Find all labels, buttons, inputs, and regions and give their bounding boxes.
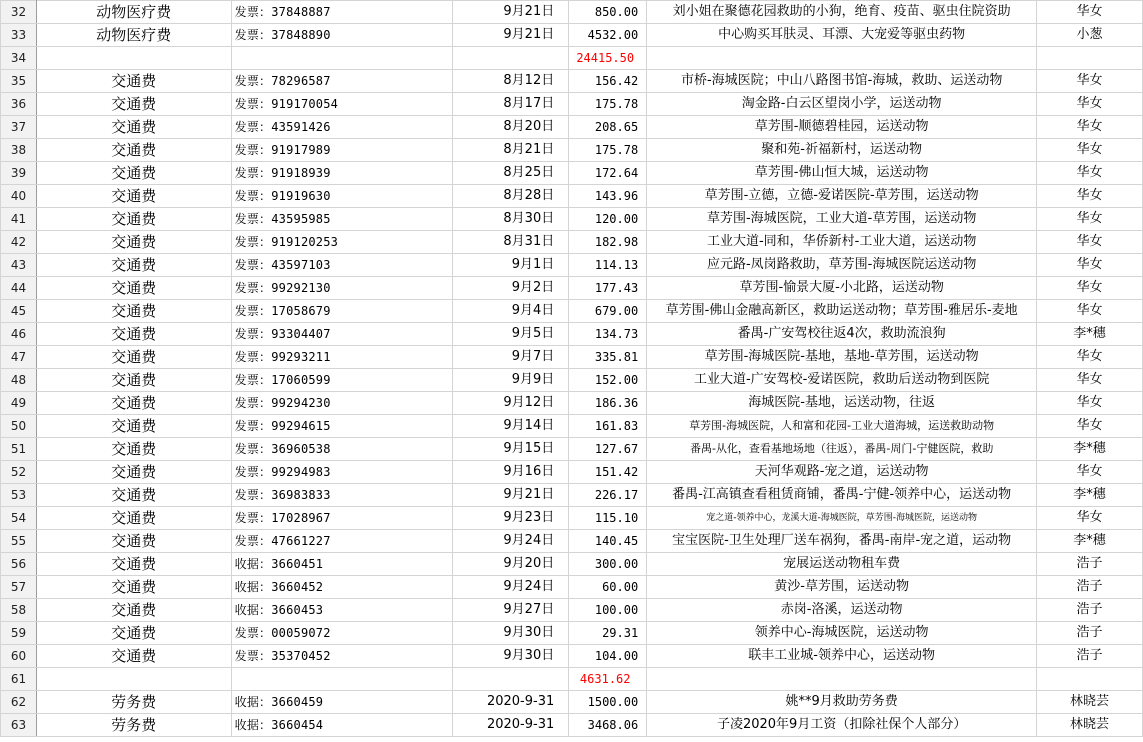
amount-cell[interactable]: 29.31 <box>569 622 647 645</box>
invoice-cell[interactable]: 发票：43591426 <box>231 116 453 139</box>
table-row <box>1 1 1143 24</box>
invoice-cell[interactable]: 发票：35370452 <box>231 645 453 668</box>
invoice-cell[interactable]: 发票：99292130 <box>231 277 453 300</box>
row-number[interactable]: 57 <box>1 576 37 599</box>
invoice-cell[interactable]: 发票：36983833 <box>231 484 453 507</box>
invoice-cell[interactable]: 发票：36960538 <box>231 438 453 461</box>
amount-cell[interactable]: 175.78 <box>569 139 647 162</box>
row-number[interactable]: 41 <box>1 208 37 231</box>
table-row <box>1 254 1143 277</box>
person-cell[interactable]: 华女 <box>1037 185 1143 208</box>
amount-cell[interactable]: 1500.00 <box>569 691 647 714</box>
description-cell[interactable]: 中心购买耳肤灵、耳漂、大宠爱等驱虫药物 <box>647 24 1037 47</box>
person-cell[interactable]: 华女 <box>1037 254 1143 277</box>
person-cell[interactable]: 华女 <box>1037 231 1143 254</box>
person-cell[interactable]: 小葱 <box>1037 24 1143 47</box>
date-cell[interactable]: 9月5日 <box>453 323 569 346</box>
table-row <box>1 645 1143 668</box>
row-number[interactable]: 44 <box>1 277 37 300</box>
person-cell[interactable]: 浩子 <box>1037 553 1143 576</box>
date-cell[interactable]: 9月30日 <box>453 622 569 645</box>
row-number[interactable]: 62 <box>1 691 37 714</box>
subtotal-cell[interactable]: 4631.62 <box>569 668 647 691</box>
category-cell[interactable]: 劳务费 <box>36 691 231 714</box>
category-cell[interactable]: 交通费 <box>36 484 231 507</box>
description-cell[interactable] <box>647 668 1037 691</box>
table-row <box>1 530 1143 553</box>
row-number[interactable]: 59 <box>1 622 37 645</box>
category-cell[interactable]: 交通费 <box>36 277 231 300</box>
category-cell[interactable]: 交通费 <box>36 254 231 277</box>
table-row <box>1 70 1143 93</box>
invoice-cell[interactable]: 发票：17060599 <box>231 369 453 392</box>
row-number[interactable]: 47 <box>1 346 37 369</box>
person-cell[interactable]: 华女 <box>1037 208 1143 231</box>
amount-cell[interactable]: 134.73 <box>569 323 647 346</box>
description-cell[interactable]: 番禺-从化，查看基地场地（往返），番禺-周门-宁健医院，救助 <box>647 438 1037 461</box>
row-number[interactable]: 34 <box>1 47 37 70</box>
date-cell[interactable]: 9月20日 <box>453 553 569 576</box>
row-number[interactable]: 37 <box>1 116 37 139</box>
description-cell[interactable]: 天河华观路-宠之道，运送动物 <box>647 461 1037 484</box>
invoice-cell[interactable]: 收据：3660454 <box>231 714 453 737</box>
table-row <box>1 162 1143 185</box>
invoice-cell[interactable]: 发票：919170054 <box>231 93 453 116</box>
date-cell[interactable]: 8月21日 <box>453 139 569 162</box>
row-number[interactable]: 32 <box>1 1 37 24</box>
person-cell[interactable] <box>1037 668 1143 691</box>
row-number[interactable]: 61 <box>1 668 37 691</box>
category-cell[interactable]: 交通费 <box>36 162 231 185</box>
table-row <box>1 668 1143 691</box>
description-cell[interactable]: 联丰工业城-领养中心，运送动物 <box>647 645 1037 668</box>
row-number[interactable]: 58 <box>1 599 37 622</box>
row-number[interactable]: 50 <box>1 415 37 438</box>
invoice-cell[interactable]: 发票：37848887 <box>231 1 453 24</box>
invoice-cell[interactable]: 发票：91919630 <box>231 185 453 208</box>
amount-cell[interactable]: 156.42 <box>569 70 647 93</box>
category-cell[interactable]: 交通费 <box>36 208 231 231</box>
invoice-cell[interactable]: 发票：99294615 <box>231 415 453 438</box>
date-cell[interactable]: 9月21日 <box>453 484 569 507</box>
table-row <box>1 507 1143 530</box>
row-number[interactable]: 60 <box>1 645 37 668</box>
date-cell[interactable]: 8月28日 <box>453 185 569 208</box>
amount-cell[interactable]: 4532.00 <box>569 24 647 47</box>
table-row <box>1 47 1143 70</box>
row-number[interactable]: 53 <box>1 484 37 507</box>
category-cell[interactable]: 交通费 <box>36 231 231 254</box>
amount-cell[interactable]: 300.00 <box>569 553 647 576</box>
table-row <box>1 300 1143 323</box>
category-cell[interactable] <box>36 47 231 70</box>
date-cell[interactable]: 2020-9-31 <box>453 714 569 737</box>
date-cell[interactable]: 8月20日 <box>453 116 569 139</box>
invoice-cell[interactable]: 收据：3660459 <box>231 691 453 714</box>
person-cell[interactable]: 浩子 <box>1037 599 1143 622</box>
description-cell[interactable]: 海城医院-基地，运送动物，往返 <box>647 392 1037 415</box>
row-number[interactable]: 63 <box>1 714 37 737</box>
description-cell[interactable]: 聚和苑-祈福新村，运送动物 <box>647 139 1037 162</box>
category-cell[interactable]: 交通费 <box>36 438 231 461</box>
amount-cell[interactable]: 175.78 <box>569 93 647 116</box>
amount-cell[interactable]: 679.00 <box>569 300 647 323</box>
invoice-cell[interactable]: 发票：47661227 <box>231 530 453 553</box>
description-cell[interactable]: 黄沙-草芳围，运送动物 <box>647 576 1037 599</box>
date-cell[interactable]: 9月27日 <box>453 599 569 622</box>
category-cell[interactable]: 交通费 <box>36 553 231 576</box>
date-cell[interactable]: 8月30日 <box>453 208 569 231</box>
table-row <box>1 714 1143 737</box>
date-cell[interactable]: 9月21日 <box>453 1 569 24</box>
category-cell[interactable]: 交通费 <box>36 599 231 622</box>
table-row <box>1 139 1143 162</box>
row-number[interactable]: 42 <box>1 231 37 254</box>
amount-cell[interactable]: 850.00 <box>569 1 647 24</box>
amount-cell[interactable]: 120.00 <box>569 208 647 231</box>
category-cell[interactable]: 交通费 <box>36 323 231 346</box>
person-cell[interactable]: 浩子 <box>1037 645 1143 668</box>
table-row <box>1 323 1143 346</box>
row-number[interactable]: 40 <box>1 185 37 208</box>
person-cell[interactable]: 华女 <box>1037 300 1143 323</box>
date-cell[interactable] <box>453 668 569 691</box>
category-cell[interactable]: 交通费 <box>36 645 231 668</box>
person-cell[interactable]: 华女 <box>1037 346 1143 369</box>
category-cell[interactable]: 劳务费 <box>36 714 231 737</box>
description-cell[interactable]: 淘金路-白云区望岗小学，运送动物 <box>647 93 1037 116</box>
date-cell[interactable]: 9月15日 <box>453 438 569 461</box>
row-number[interactable]: 48 <box>1 369 37 392</box>
amount-cell[interactable]: 3468.06 <box>569 714 647 737</box>
invoice-cell[interactable]: 发票：91917989 <box>231 139 453 162</box>
table-row <box>1 346 1143 369</box>
table-row <box>1 277 1143 300</box>
sheet-body <box>1 1 1143 737</box>
person-cell[interactable] <box>1037 47 1143 70</box>
invoice-cell[interactable]: 发票：17028967 <box>231 507 453 530</box>
row-number[interactable]: 54 <box>1 507 37 530</box>
category-cell[interactable]: 交通费 <box>36 392 231 415</box>
person-cell[interactable]: 林晓芸 <box>1037 714 1143 737</box>
amount-cell[interactable]: 208.65 <box>569 116 647 139</box>
table-row <box>1 24 1143 47</box>
date-cell[interactable]: 2020-9-31 <box>453 691 569 714</box>
amount-cell[interactable]: 161.83 <box>569 415 647 438</box>
category-cell[interactable]: 交通费 <box>36 576 231 599</box>
date-cell[interactable]: 9月24日 <box>453 530 569 553</box>
row-number[interactable]: 39 <box>1 162 37 185</box>
category-cell[interactable]: 交通费 <box>36 346 231 369</box>
date-cell[interactable]: 9月4日 <box>453 300 569 323</box>
person-cell[interactable]: 华女 <box>1037 277 1143 300</box>
description-cell[interactable]: 工业大道-同和，华侨新村-工业大道，运送动物 <box>647 231 1037 254</box>
amount-cell[interactable]: 115.10 <box>569 507 647 530</box>
table-row <box>1 93 1143 116</box>
category-cell[interactable]: 交通费 <box>36 139 231 162</box>
table-row <box>1 622 1143 645</box>
table-row <box>1 599 1143 622</box>
description-cell[interactable]: 子凌2020年9月工资（扣除社保个人部分） <box>647 714 1037 737</box>
amount-cell[interactable]: 143.96 <box>569 185 647 208</box>
category-cell[interactable] <box>36 668 231 691</box>
category-cell[interactable]: 动物医疗费 <box>36 24 231 47</box>
row-number[interactable]: 52 <box>1 461 37 484</box>
date-cell[interactable]: 9月14日 <box>453 415 569 438</box>
row-number[interactable]: 36 <box>1 93 37 116</box>
date-cell[interactable]: 9月24日 <box>453 576 569 599</box>
person-cell[interactable]: 华女 <box>1037 93 1143 116</box>
invoice-cell[interactable]: 发票：99294983 <box>231 461 453 484</box>
table-row <box>1 231 1143 254</box>
category-cell[interactable]: 交通费 <box>36 530 231 553</box>
invoice-cell[interactable]: 收据：3660451 <box>231 553 453 576</box>
category-cell[interactable]: 动物医疗费 <box>36 1 231 24</box>
category-cell[interactable]: 交通费 <box>36 461 231 484</box>
description-cell[interactable]: 姚**9月救助劳务费 <box>647 691 1037 714</box>
category-cell[interactable]: 交通费 <box>36 300 231 323</box>
row-number[interactable]: 51 <box>1 438 37 461</box>
row-number[interactable]: 38 <box>1 139 37 162</box>
invoice-cell[interactable]: 发票：17058679 <box>231 300 453 323</box>
description-cell[interactable]: 工业大道-广安驾校-爱诺医院，救助后送动物到医院 <box>647 369 1037 392</box>
description-cell[interactable]: 赤岗-洛溪，运送动物 <box>647 599 1037 622</box>
description-cell[interactable]: 草芳围-愉景大厦-小北路，运送动物 <box>647 277 1037 300</box>
amount-cell[interactable]: 140.45 <box>569 530 647 553</box>
person-cell[interactable]: 浩子 <box>1037 622 1143 645</box>
invoice-cell[interactable]: 发票：43595985 <box>231 208 453 231</box>
date-cell[interactable]: 9月21日 <box>453 24 569 47</box>
table-row <box>1 185 1143 208</box>
table-row <box>1 438 1143 461</box>
person-cell[interactable]: 华女 <box>1037 369 1143 392</box>
date-cell[interactable]: 8月25日 <box>453 162 569 185</box>
subtotal-cell[interactable]: 24415.50 <box>569 47 647 70</box>
amount-cell[interactable]: 186.36 <box>569 392 647 415</box>
table-row <box>1 369 1143 392</box>
invoice-cell[interactable]: 发票：919120253 <box>231 231 453 254</box>
description-cell[interactable]: 草芳围-海城医院，人和富和花园-工业大道海城，运送救助动物 <box>647 415 1037 438</box>
row-number[interactable]: 49 <box>1 392 37 415</box>
invoice-cell[interactable]: 发票：99294230 <box>231 392 453 415</box>
table-row <box>1 415 1143 438</box>
description-cell[interactable]: 市桥-海城医院；中山八路图书馆-海城，救助、运送动物 <box>647 70 1037 93</box>
category-cell[interactable]: 交通费 <box>36 93 231 116</box>
description-cell[interactable]: 宝宝医院-卫生处理厂送车祸狗，番禺-南岸-宠之道，运动物 <box>647 530 1037 553</box>
category-cell[interactable]: 交通费 <box>36 185 231 208</box>
category-cell[interactable]: 交通费 <box>36 116 231 139</box>
amount-cell[interactable]: 335.81 <box>569 346 647 369</box>
row-number[interactable]: 56 <box>1 553 37 576</box>
description-cell[interactable]: 应元路-凤岗路救助，草芳围-海城医院运送动物 <box>647 254 1037 277</box>
person-cell[interactable]: 华女 <box>1037 116 1143 139</box>
invoice-cell[interactable]: 收据：3660453 <box>231 599 453 622</box>
date-cell[interactable]: 9月23日 <box>453 507 569 530</box>
invoice-cell[interactable]: 发票：43597103 <box>231 254 453 277</box>
date-cell[interactable]: 9月7日 <box>453 346 569 369</box>
row-number[interactable]: 33 <box>1 24 37 47</box>
amount-cell[interactable]: 182.98 <box>569 231 647 254</box>
person-cell[interactable]: 林晓芸 <box>1037 691 1143 714</box>
invoice-cell[interactable]: 发票：99293211 <box>231 346 453 369</box>
invoice-cell[interactable] <box>231 47 453 70</box>
date-cell[interactable]: 8月12日 <box>453 70 569 93</box>
date-cell[interactable]: 9月16日 <box>453 461 569 484</box>
invoice-cell[interactable]: 收据：3660452 <box>231 576 453 599</box>
amount-cell[interactable]: 100.00 <box>569 599 647 622</box>
category-cell[interactable]: 交通费 <box>36 369 231 392</box>
description-cell[interactable]: 草芳围-佛山金融高新区，救助运送动物；草芳围-雅居乐-麦地 <box>647 300 1037 323</box>
date-cell[interactable]: 9月12日 <box>453 392 569 415</box>
date-cell[interactable]: 8月17日 <box>453 93 569 116</box>
invoice-cell[interactable]: 发票：91918939 <box>231 162 453 185</box>
table-row <box>1 116 1143 139</box>
amount-cell[interactable]: 127.67 <box>569 438 647 461</box>
description-cell[interactable]: 草芳围-立德，立德-爱诺医院-草芳围，运送动物 <box>647 185 1037 208</box>
description-cell[interactable]: 草芳围-海城医院-基地，基地-草芳围，运送动物 <box>647 346 1037 369</box>
category-cell[interactable]: 交通费 <box>36 507 231 530</box>
date-cell[interactable]: 9月1日 <box>453 254 569 277</box>
person-cell[interactable]: 华女 <box>1037 507 1143 530</box>
category-cell[interactable]: 交通费 <box>36 415 231 438</box>
category-cell[interactable]: 交通费 <box>36 70 231 93</box>
description-cell[interactable]: 番禺-广安驾校往返4次，救助流浪狗 <box>647 323 1037 346</box>
person-cell[interactable]: 华女 <box>1037 415 1143 438</box>
row-number[interactable]: 55 <box>1 530 37 553</box>
amount-cell[interactable]: 172.64 <box>569 162 647 185</box>
person-cell[interactable]: 浩子 <box>1037 576 1143 599</box>
invoice-cell[interactable]: 发票：93304407 <box>231 323 453 346</box>
date-cell[interactable]: 8月31日 <box>453 231 569 254</box>
description-cell[interactable]: 草芳围-顺德碧桂园，运送动物 <box>647 116 1037 139</box>
invoice-cell[interactable]: 发票：78296587 <box>231 70 453 93</box>
table-row <box>1 208 1143 231</box>
person-cell[interactable]: 华女 <box>1037 392 1143 415</box>
person-cell[interactable]: 李*穗 <box>1037 438 1143 461</box>
table-row <box>1 392 1143 415</box>
row-number[interactable]: 35 <box>1 70 37 93</box>
description-cell[interactable]: 番禺-江高镇查看租赁商铺，番禺-宁健-领养中心，运送动物 <box>647 484 1037 507</box>
person-cell[interactable]: 华女 <box>1037 162 1143 185</box>
amount-cell[interactable]: 151.42 <box>569 461 647 484</box>
date-cell[interactable] <box>453 47 569 70</box>
description-cell[interactable]: 刘小姐在聚德花园救助的小狗，绝育、疫苗、驱虫住院资助 <box>647 1 1037 24</box>
invoice-cell[interactable]: 发票：00059072 <box>231 622 453 645</box>
amount-cell[interactable]: 177.43 <box>569 277 647 300</box>
description-cell[interactable]: 宠之道-领养中心，龙溪大道-海城医院，草芳围-海城医院，运送动物 <box>647 507 1037 530</box>
row-number[interactable]: 46 <box>1 323 37 346</box>
category-cell[interactable]: 交通费 <box>36 622 231 645</box>
invoice-cell[interactable] <box>231 668 453 691</box>
description-cell[interactable]: 草芳围-海城医院，工业大道-草芳围，运送动物 <box>647 208 1037 231</box>
description-cell[interactable] <box>647 47 1037 70</box>
person-cell[interactable]: 李*穗 <box>1037 323 1143 346</box>
person-cell[interactable]: 李*穗 <box>1037 484 1143 507</box>
person-cell[interactable]: 华女 <box>1037 1 1143 24</box>
person-cell[interactable]: 华女 <box>1037 139 1143 162</box>
amount-cell[interactable]: 104.00 <box>569 645 647 668</box>
amount-cell[interactable]: 114.13 <box>569 254 647 277</box>
table-row <box>1 553 1143 576</box>
row-number[interactable]: 43 <box>1 254 37 277</box>
amount-cell[interactable]: 152.00 <box>569 369 647 392</box>
amount-cell[interactable]: 226.17 <box>569 484 647 507</box>
person-cell[interactable]: 华女 <box>1037 70 1143 93</box>
date-cell[interactable]: 9月30日 <box>453 645 569 668</box>
description-cell[interactable]: 草芳围-佛山恒大城，运送动物 <box>647 162 1037 185</box>
table-row <box>1 691 1143 714</box>
description-cell[interactable]: 宠展运送动物租车费 <box>647 553 1037 576</box>
table-row <box>1 576 1143 599</box>
description-cell[interactable]: 领养中心-海城医院，运送动物 <box>647 622 1037 645</box>
date-cell[interactable]: 9月9日 <box>453 369 569 392</box>
person-cell[interactable]: 李*穗 <box>1037 530 1143 553</box>
row-number[interactable]: 45 <box>1 300 37 323</box>
invoice-cell[interactable]: 发票：37848890 <box>231 24 453 47</box>
amount-cell[interactable]: 60.00 <box>569 576 647 599</box>
date-cell[interactable]: 9月2日 <box>453 277 569 300</box>
table-row <box>1 484 1143 507</box>
table-row <box>1 461 1143 484</box>
person-cell[interactable]: 华女 <box>1037 461 1143 484</box>
